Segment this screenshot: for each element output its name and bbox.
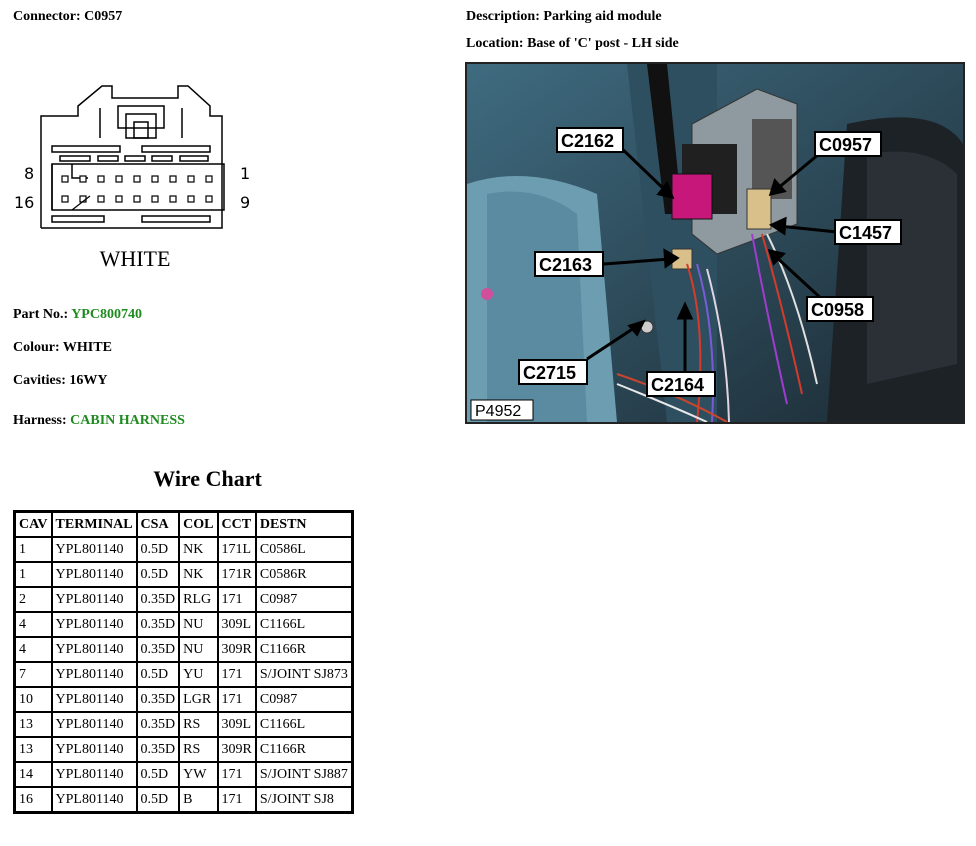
cell-terminal: YPL801140 — [52, 737, 137, 762]
cell-cct: 171 — [218, 762, 256, 787]
connector-face-diagram — [10, 78, 255, 273]
cell-cav: 13 — [15, 737, 52, 762]
connector-id: C0957 — [84, 9, 123, 24]
cell-col: B — [179, 787, 217, 813]
pin-label-16: 16 — [14, 193, 35, 212]
cell-cct: 171 — [218, 787, 256, 813]
cell-cct: 309L — [218, 612, 256, 637]
table-header-row — [15, 512, 353, 538]
cell-cav: 16 — [15, 787, 52, 813]
harness-value: CABIN HARNESS — [70, 413, 185, 428]
cell-destn: C1166L — [256, 612, 353, 637]
cell-cav: 4 — [15, 612, 52, 637]
wire-chart-body — [15, 537, 353, 813]
description-value: Parking aid module — [543, 9, 662, 24]
cell-destn: S/JOINT SJ873 — [256, 662, 353, 687]
cell-col: NK — [179, 537, 217, 562]
cell-terminal: YPL801140 — [52, 787, 137, 813]
cell-destn: C0586R — [256, 562, 353, 587]
callout-c0957: C0957 — [819, 135, 873, 155]
table-row — [15, 637, 353, 662]
callout-c2164: C2164 — [651, 375, 705, 395]
cell-cav: 10 — [15, 687, 52, 712]
pin-label-9: 9 — [240, 193, 251, 212]
harness-label: Harness: — [13, 413, 67, 428]
callout-c2163: C2163 — [539, 255, 593, 275]
cell-cct: 171R — [218, 562, 256, 587]
cell-cav: 7 — [15, 662, 52, 687]
cell-terminal: YPL801140 — [52, 662, 137, 687]
cell-terminal: YPL801140 — [52, 587, 137, 612]
header-cct: CCT — [218, 512, 256, 538]
cell-col: YW — [179, 762, 217, 787]
cell-cav: 1 — [15, 537, 52, 562]
colour-line — [13, 340, 112, 356]
cell-destn: S/JOINT SJ887 — [256, 762, 353, 787]
cell-cct: 171 — [218, 687, 256, 712]
cell-col: RS — [179, 737, 217, 762]
location-label: Location: — [466, 36, 524, 51]
location-line — [466, 36, 679, 52]
cell-col: YU — [179, 662, 217, 687]
cell-cct: 171 — [218, 587, 256, 612]
cell-cct: 171L — [218, 537, 256, 562]
cell-cav: 14 — [15, 762, 52, 787]
part-no-label: Part No.: — [13, 307, 69, 322]
cell-csa: 0.5D — [137, 662, 180, 687]
location-photo — [465, 62, 965, 424]
header-cav: CAV — [15, 512, 52, 538]
cell-col: RS — [179, 712, 217, 737]
cell-col: RLG — [179, 587, 217, 612]
cell-cct: 309R — [218, 737, 256, 762]
callout-c2162: C2162 — [561, 131, 615, 151]
connector-label: Connector: — [13, 9, 81, 24]
table-row — [15, 787, 353, 813]
connector-heading — [13, 9, 122, 25]
colour-value: WHITE — [62, 340, 112, 355]
pin-label-1: 1 — [240, 164, 251, 183]
cell-cav: 4 — [15, 637, 52, 662]
wire-chart-title: Wire Chart — [153, 466, 262, 491]
location-value: Base of 'C' post - LH side — [527, 36, 679, 51]
description-line — [466, 9, 662, 25]
cell-cct: 171 — [218, 662, 256, 687]
cell-destn: C1166R — [256, 737, 353, 762]
cavities-label: Cavities: — [13, 373, 66, 388]
callout-c0958: C0958 — [811, 300, 865, 320]
cell-csa: 0.5D — [137, 762, 180, 787]
cell-col: NK — [179, 562, 217, 587]
cavities-line — [13, 373, 108, 389]
cell-cav: 2 — [15, 587, 52, 612]
cell-col: NU — [179, 637, 217, 662]
table-row — [15, 687, 353, 712]
header-terminal: TERMINAL — [52, 512, 137, 538]
cell-terminal: YPL801140 — [52, 612, 137, 637]
cell-cct: 309L — [218, 712, 256, 737]
cell-terminal: YPL801140 — [52, 712, 137, 737]
cell-terminal: YPL801140 — [52, 637, 137, 662]
header-col: COL — [179, 512, 217, 538]
table-row — [15, 737, 353, 762]
cell-csa: 0.35D — [137, 687, 180, 712]
cell-terminal: YPL801140 — [52, 537, 137, 562]
cell-csa: 0.5D — [137, 562, 180, 587]
table-row — [15, 537, 353, 562]
connector-colour-caption: WHITE — [99, 246, 171, 271]
cell-col: LGR — [179, 687, 217, 712]
header-destn: DESTN — [256, 512, 353, 538]
part-no-line — [13, 307, 142, 323]
cell-destn: C0987 — [256, 687, 353, 712]
cell-terminal: YPL801140 — [52, 762, 137, 787]
header-csa: CSA — [137, 512, 180, 538]
cell-csa: 0.5D — [137, 537, 180, 562]
cell-csa: 0.35D — [137, 587, 180, 612]
cell-csa: 0.35D — [137, 612, 180, 637]
cell-terminal: YPL801140 — [52, 687, 137, 712]
cell-cct: 309R — [218, 637, 256, 662]
cell-terminal: YPL801140 — [52, 562, 137, 587]
table-row — [15, 762, 353, 787]
cell-cav: 13 — [15, 712, 52, 737]
cell-csa: 0.35D — [137, 737, 180, 762]
description-label: Description: — [466, 9, 540, 24]
cell-destn: C1166L — [256, 712, 353, 737]
cell-destn: C0586L — [256, 537, 353, 562]
pin-label-8: 8 — [24, 164, 35, 183]
wire-chart-table — [13, 510, 354, 814]
cell-csa: 0.35D — [137, 712, 180, 737]
callout-c1457: C1457 — [839, 223, 893, 243]
table-row — [15, 662, 353, 687]
cell-csa: 0.35D — [137, 637, 180, 662]
colour-label: Colour: — [13, 340, 60, 355]
part-no-value: YPC800740 — [71, 307, 142, 322]
location-photo-illustration — [467, 64, 963, 422]
cell-destn: C0987 — [256, 587, 353, 612]
table-row — [15, 562, 353, 587]
cell-col: NU — [179, 612, 217, 637]
photo-reference: P4952 — [475, 403, 522, 420]
cavities-value: 16WY — [69, 373, 108, 388]
cell-destn: S/JOINT SJ8 — [256, 787, 353, 813]
harness-line — [13, 413, 185, 429]
cell-destn: C1166R — [256, 637, 353, 662]
cell-cav: 1 — [15, 562, 52, 587]
table-row — [15, 587, 353, 612]
table-row — [15, 712, 353, 737]
callout-c2715: C2715 — [523, 363, 577, 383]
cell-csa: 0.5D — [137, 787, 180, 813]
table-row — [15, 612, 353, 637]
